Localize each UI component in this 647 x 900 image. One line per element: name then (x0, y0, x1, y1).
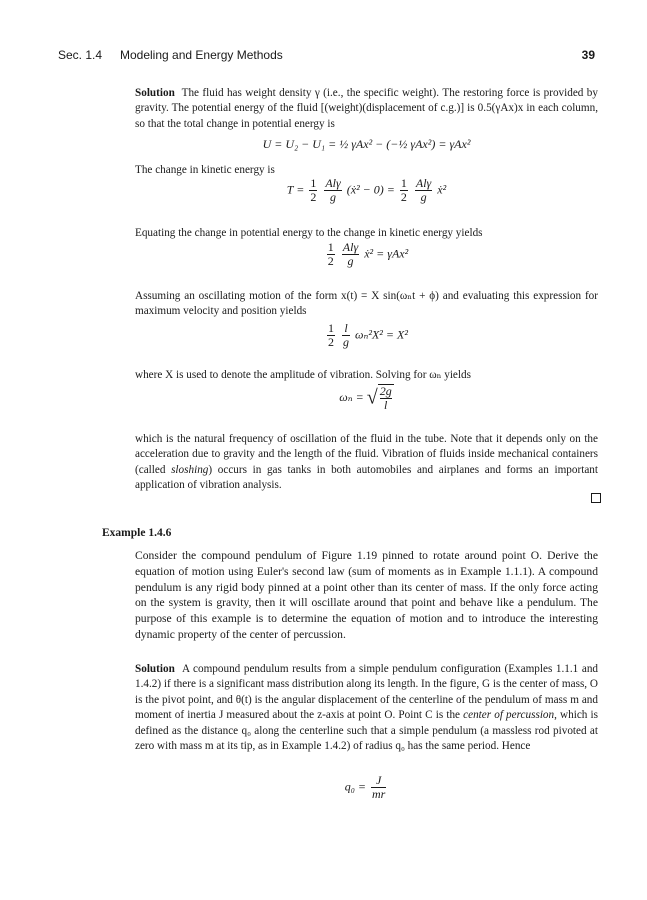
equation-energy-balance: $\frac{1}{2}$ $\frac{\text{Alγ}}{g}$ ẋ² = γAx² (327, 240, 409, 268)
solution-heading: Solution (135, 87, 175, 99)
chapter-title: Modeling and Energy Methods (120, 48, 283, 62)
solution-paragraph-3: Equating the change in potential energy to the change in kinetic energy yields (135, 227, 483, 239)
end-of-proof-square (591, 493, 601, 503)
equation-kinetic-energy: T = $\frac{1}{2}$ $\frac{\text{Alγ}}{g}$ (ẋ² − 0) = $\frac{1}{2}$ $\frac{\text{Alγ}}{g}$ ẋ² (286, 176, 447, 204)
solution-paragraph-2: The change in kinetic energy is (135, 164, 275, 176)
equation-center-of-percussion: q₀ = $\frac{J}{mr}$ (344, 773, 386, 801)
solution-paragraph-1 (135, 86, 598, 132)
page-number: 39 (581, 48, 595, 62)
square-root-symbol: √ $\frac{2g}{l}$ (366, 384, 392, 412)
solution-text-1: The fluid has weight density γ (i.e., the specific weight). The restoring force is provided by gravity. The potential energy of the fluid [(weight)(displacement of c.g.)] is 0.5(γAx)x in each column, so that the total change in potential energy is (135, 87, 598, 130)
equation-natural-frequency: ωₙ = √ $\frac{2g}{l}$ (339, 384, 392, 412)
example-paragraph: Consider the compound pendulum of Figure 1.19 pinned to rotate around point O. Derive the equation of motion using Euler's second law (sum of moments as in Example 1.1.1). A compound pendulum is any rigid body pinned at a point other than its center of mass. If the only force acting on the system is gravity, then it will oscillate around that point and behave like a pendulum. The purpose of this example is to determine the equation of motion and to introduce the interesting dynamic property of the center of percussion. (135, 549, 598, 641)
equation-max-velocity: $\frac{1}{2}$ $\frac{l}{g}$ ωₙ²X² = X² (328, 321, 408, 349)
solution-paragraph-6: which is the natural frequency of oscillation of the fluid in the tube. Note that it depends only on the acceleration due to gravity and the length of the fluid. Vibration of fluids inside mechanical containers (called sloshing) occurs in gas tanks in both automobiles and airplanes and forms an important application of vibration analysis. (135, 433, 598, 492)
solution-paragraph-5: where X is used to denote the amplitude of vibration. Solving for ωₙ yields (135, 369, 471, 381)
solution-paragraph-4: Assuming an oscillating motion of the form x(t) = X sin(ωₙt + ϕ) and evaluating this expression for maximum velocity and position yields (135, 290, 598, 318)
section-number: Sec. 1.4 (58, 48, 103, 62)
equation-potential-energy: U = U₂ − U₁ = ½ γAx² − (−½ γAx²) = γAx² (262, 137, 471, 151)
example-solution-paragraph: Solution A compound pendulum results from a simple pendulum configuration (Examples 1.1.1 and 1.4.2) if there is a significant mass distribution along its length. In the figure, G is the center of mass, O is the pivot point, and θ(t) is the angular displacement of the centerline of the pendulum of mass m and moment of inertia J measured about the z-axis at point O. Point C is the center of percussion, which is defined as the distance q₀ along the centerline such that a simple pendulum (a massless rod pivoted at zero with mass m at its tip, as in Example 1.4.2) of radius q₀ has the same period. Hence (135, 663, 599, 753)
example-title: Example 1.4.6 (102, 527, 172, 539)
